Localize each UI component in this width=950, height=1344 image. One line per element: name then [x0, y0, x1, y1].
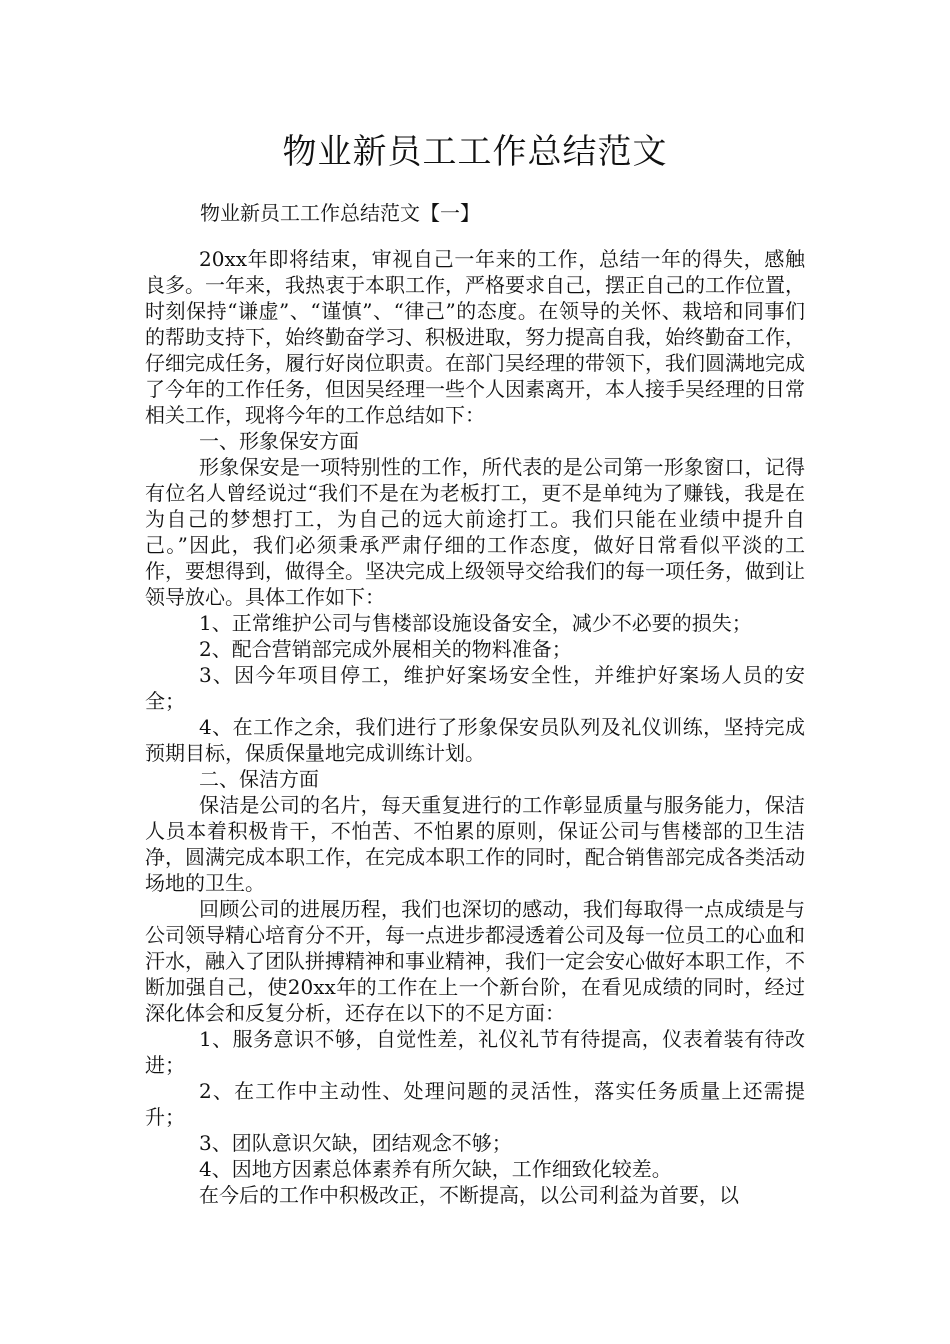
heading-cleaning: 二、保洁方面 — [199, 767, 319, 791]
document-title: 物业新员工工作总结范文 — [282, 132, 668, 172]
document-body — [145, 242, 805, 1208]
paragraph-intro: 20xx年即将结束，审视自己一年来的工作，总结一年的得失，感触良多。一年来，我热衷于本职工作，严格要求自己，摆正自己的工作位置，时刻保持“谦虚”、“谨慎”、“律己”的态度。在领导的关怀、栽培和同事们的帮助支持下，始终勤奋学习、积极进取，努力提高自我，始终勤奋工作，仔细完成任务，履行好岗位职责。在部门吴经理的带领下，我们圆满地完成了今年的工作任务，但因吴经理一些个人因素离开，本人接手吴经理的日常相关工作，现将今年的工作总结如下： — [145, 247, 805, 427]
section-subtitle: 物业新员工工作总结范文【一】 — [200, 201, 480, 225]
list-item-security-3: 3、因今年项目停工，维护好案场安全性，并维护好案场人员的安全； — [145, 663, 805, 713]
paragraph-review: 回顾公司的进展历程，我们也深切的感动，我们每取得一点成绩是与公司领导精心培育分不开，每一点进步都浸透着公司及每一位员工的心血和汗水，融入了团队拼搏精神和事业精神，我们一定会安心做好本职工作，不断加强自己，使20xx年的工作在上一个新台阶，在看见成绩的同时，经过深化体会和反复分析，还存在以下的不足方面： — [145, 897, 805, 1025]
list-item-shortfall-4: 4、因地方因素总体素养有所欠缺，工作细致化较差。 — [199, 1157, 672, 1181]
list-item-shortfall-1: 1、服务意识不够，自觉性差，礼仪礼节有待提高，仪表着装有待改进； — [145, 1027, 805, 1077]
paragraph-closing: 在今后的工作中积极改正，不断提高，以公司利益为首要，以 — [199, 1183, 739, 1207]
list-item-shortfall-3: 3、团队意识欠缺，团结观念不够； — [199, 1131, 512, 1155]
list-item-security-1: 1、正常维护公司与售楼部设施设备安全，减少不必要的损失； — [199, 611, 752, 635]
heading-security: 一、形象保安方面 — [199, 429, 359, 453]
list-item-shortfall-2: 2、在工作中主动性、处理问题的灵活性，落实任务质量上还需提升； — [145, 1079, 805, 1129]
list-item-security-4: 4、在工作之余，我们进行了形象保安员队列及礼仪训练，坚持完成预期目标，保质保量地完成训练计划。 — [145, 715, 805, 765]
paragraph-security: 形象保安是一项特别性的工作，所代表的是公司第一形象窗口，记得有位名人曾经说过“我们不是在为老板打工，更不是单纯为了赚钱，我是在为自己的梦想打工，为自己的远大前途打工。我们只能在业绩中提升自己。”因此，我们必须秉承严肃仔细的工作态度，做好日常看似平淡的工作，要想得到，做得全。坚决完成上级领导交给我们的每一项任务，做到让领导放心。具体工作如下： — [145, 455, 805, 609]
paragraph-cleaning: 保洁是公司的名片，每天重复进行的工作彰显质量与服务能力，保洁人员本着积极肯干，不怕苦、不怕累的原则，保证公司与售楼部的卫生洁净，圆满完成本职工作，在完成本职工作的同时，配合销售部完成各类活动场地的卫生。 — [145, 793, 805, 895]
list-item-security-2: 2、配合营销部完成外展相关的物料准备； — [199, 637, 572, 661]
